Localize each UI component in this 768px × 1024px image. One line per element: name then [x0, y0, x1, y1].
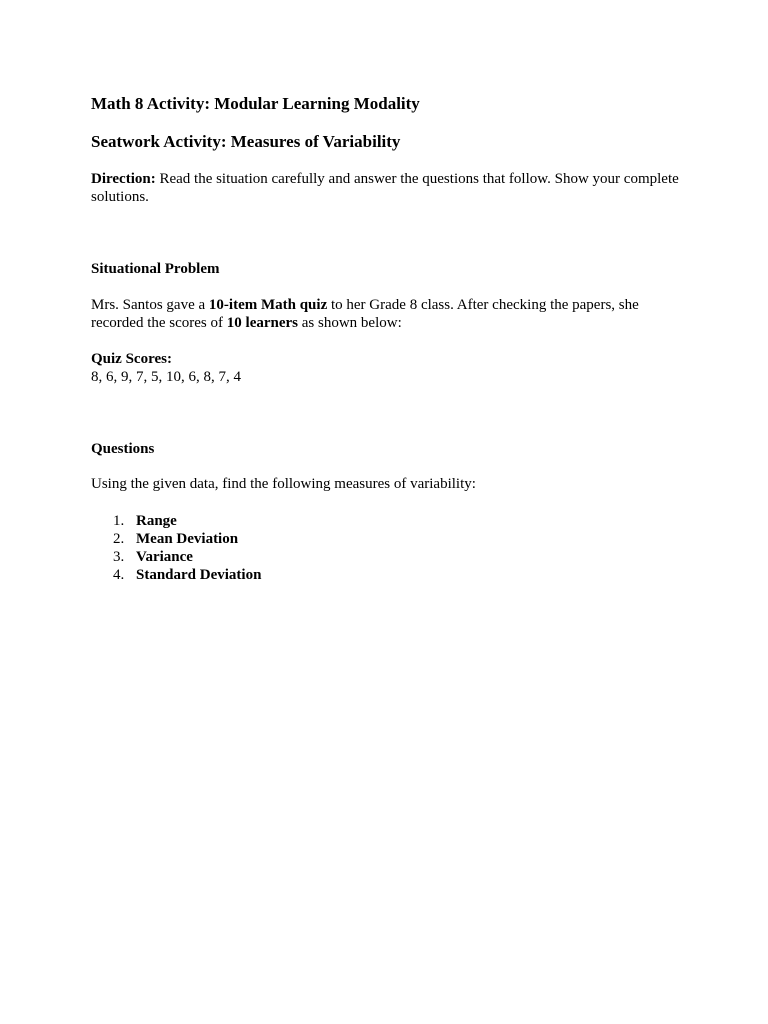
list-item	[91, 566, 691, 584]
situational-problem-heading: Situational Problem	[91, 261, 220, 277]
questions-intro: Using the given data, find the following measures of variability:	[91, 476, 476, 492]
quiz-scores-values: 8, 6, 9, 7, 5, 10, 6, 8, 7, 4	[91, 369, 241, 385]
problem-paragraph	[91, 296, 691, 332]
list-item	[91, 548, 691, 566]
list-item-label: Mean Deviation	[136, 531, 239, 547]
problem-text-part3: as shown below:	[298, 315, 402, 331]
document-page	[91, 90, 691, 584]
list-item-label: Standard Deviation	[136, 567, 262, 583]
list-item	[91, 530, 691, 548]
list-item-number: 4.	[113, 567, 125, 583]
list-item-label: Range	[136, 513, 177, 529]
direction-label: Direction:	[91, 171, 156, 187]
question-list	[91, 512, 691, 584]
problem-bold-learners: 10 learners	[226, 315, 299, 331]
activity-subtitle: Seatwork Activity: Measures of Variability	[91, 132, 401, 151]
quiz-scores-label: Quiz Scores:	[91, 351, 172, 367]
problem-bold-quiz: 10-item Math quiz	[208, 297, 328, 313]
list-item-number: 3.	[113, 549, 125, 565]
list-item-number: 1.	[113, 513, 125, 529]
direction-paragraph	[91, 170, 691, 206]
document-title: Math 8 Activity: Modular Learning Modality	[91, 94, 420, 113]
problem-text-part2: to her Grade 8 class. After checking the papers, she recorded the scores of	[91, 297, 639, 331]
list-item	[91, 512, 691, 530]
list-item-label: Variance	[136, 549, 193, 565]
list-item-number: 2.	[113, 531, 125, 547]
direction-text: Read the situation carefully and answer the questions that follow. Show your complete solutions.	[91, 171, 679, 205]
problem-text-part1: Mrs. Santos gave a	[91, 297, 209, 313]
questions-heading: Questions	[91, 441, 155, 457]
